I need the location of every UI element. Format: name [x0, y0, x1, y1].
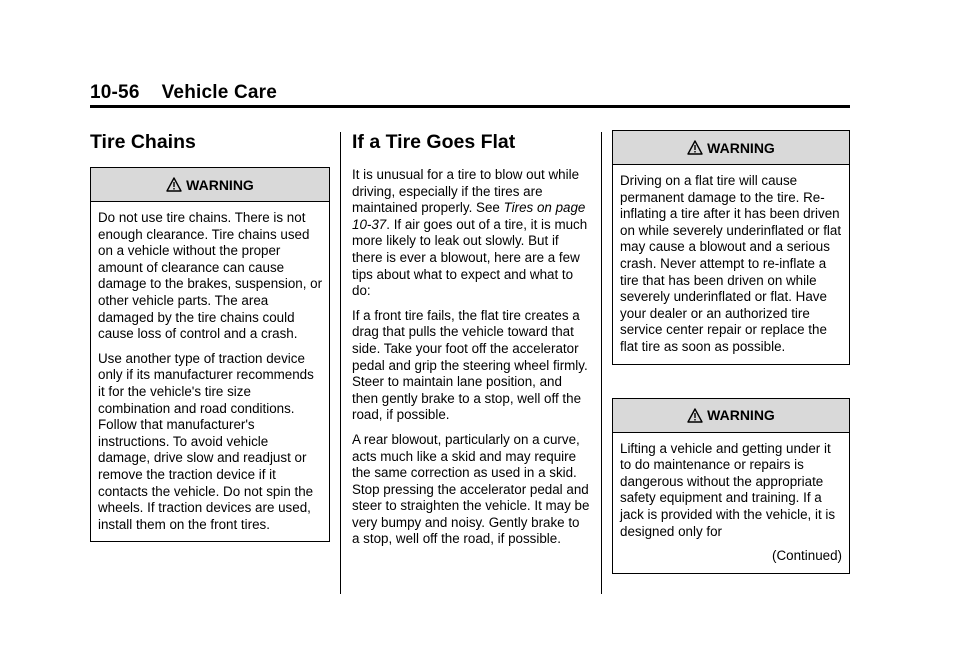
warning-label: WARNING — [707, 407, 775, 424]
paragraph: A rear blowout, particularly on a curve, acts much like a skid and may require the same correction as used in a skid. Stop pressing the accelerator pedal and steer to straighten the vehicle. It may be very bumpy and noisy. Gently brake to a stop, well off the road, if possible. — [352, 431, 590, 547]
warning-header — [91, 168, 329, 202]
column-tire-chains — [90, 128, 330, 542]
page-number: 10-56 — [90, 82, 140, 103]
section-title: Vehicle Care — [161, 82, 278, 103]
body-text — [352, 167, 590, 548]
warning-label: WARNING — [186, 176, 254, 193]
warning-paragraph: Use another type of traction device only if its manufacturer recommends it for the vehicle's tire size combination and road conditions. Follow that manufacturer's instructions. To avoid vehicle damage, drive slow and readjust or remove the traction device if it contacts the vehicle. Do not spin the wheels. If traction devices are used, install them on the front tires. — [98, 350, 314, 532]
warning-body — [91, 202, 329, 541]
column-flat-tire — [352, 128, 590, 556]
warning-label: WARNING — [707, 139, 775, 156]
warning-icon — [687, 140, 703, 155]
continued-note: (Continued) — [772, 548, 842, 564]
warning-icon — [687, 408, 703, 423]
warning-header — [613, 131, 849, 165]
warning-paragraph: Do not use tire chains. There is not enough clearance. Tire chains used on a vehicle without the proper amount of clearance can cause damage to the brakes, suspension, or other vehicle parts. The area damaged by the tire chains could cause loss of control and a crash. — [98, 210, 323, 342]
column-warnings — [612, 128, 850, 574]
warning-header — [613, 399, 849, 433]
warning-icon — [166, 177, 182, 192]
text-run: . If air goes out of a tire, it is much more likely to leak out slowly. But if there is ever a blowout, here are a few tips about what to expect and what to do: — [352, 216, 588, 299]
cross-reference-link[interactable]: Tires on page 10-37 — [352, 200, 586, 232]
text-run: It is unusual for a tire to blow out while driving, especially if the tires are maintained properly. See — [352, 167, 580, 216]
column-divider — [340, 132, 341, 594]
warning-box — [612, 398, 850, 574]
warning-box — [90, 167, 330, 542]
warning-body — [613, 165, 849, 364]
paragraph — [352, 167, 590, 300]
page-header — [90, 82, 277, 104]
warning-paragraph: Lifting a vehicle and getting under it to do maintenance or repairs is dangerous without the appropriate safety equipment and training. If a jack is provided with the vehicle, it is designed only for — [620, 440, 836, 539]
column-divider — [601, 132, 602, 594]
warning-box — [612, 130, 850, 365]
header-rule — [90, 105, 850, 108]
paragraph: If a front tire fails, the flat tire creates a drag that pulls the vehicle toward that side. Take your foot off the accelerator pedal and grip the steering wheel firmly. Steer to maintain lane position, and then gently brake to a stop, well off the road, if possible. — [352, 307, 588, 423]
warning-body — [613, 433, 849, 573]
warning-paragraph: Driving on a flat tire will cause permanent damage to the tire. Re-inflating a tire after it has been driven on while severely underinflated or flat may cause a blowout and a serious crash. Never attempt to re-inflate a tire that has been driven on while severely underinflated or flat. Have your dealer or an authorized tire service center repair or replace the flat tire as soon as possible. — [620, 173, 842, 354]
heading-tire-chains: Tire Chains — [90, 131, 196, 153]
heading-flat-tire: If a Tire Goes Flat — [352, 131, 516, 153]
